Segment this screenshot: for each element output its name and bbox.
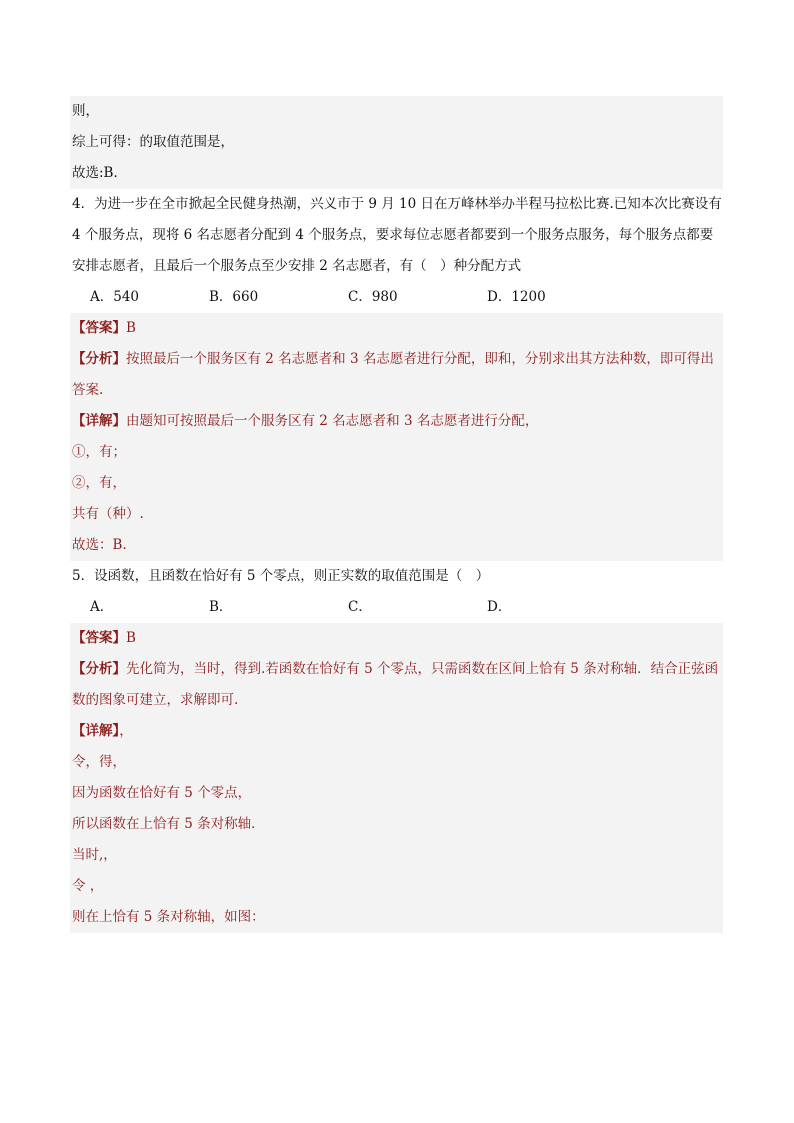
q4-question: 4．为进一步在全市掀起全民健身热潮，兴义市于 9 月 10 日在万峰林举办半程马拉松比赛.已知本次比赛设有 4 个服务点，现将 6 名志愿者分配到 4 个服务点，要求每位志愿者都要到一个服务点服务，每个服务点都要安排志愿者，且最后一个服务点至少安排 2 名志愿者，有（ ）种分配方式 bbox=[72, 196, 722, 274]
q4-analysis bbox=[70, 344, 723, 406]
analysis-label: 【分析】 bbox=[72, 661, 126, 677]
q5-options bbox=[70, 592, 723, 623]
document-body bbox=[70, 96, 723, 933]
q5-option-b: B． bbox=[209, 599, 233, 615]
answer-label: 【答案】 bbox=[72, 320, 126, 336]
q5-answer bbox=[70, 623, 723, 654]
analysis-text: 先化简为，当时，得到.若函数在恰好有 5 个零点，只需函数在区间上恰有 5 条对称轴．结合正弦函数的图象可建立，求解即可. bbox=[72, 661, 719, 708]
q5-question: 5．设函数，且函数在恰好有 5 个零点，则正实数的取值范围是（ ） bbox=[72, 568, 490, 584]
q4-detail bbox=[70, 406, 723, 437]
q4-option-c: C．980 bbox=[348, 289, 398, 305]
q3-choice-line: 故选:B． bbox=[70, 158, 723, 189]
q3-text-line: 综上可得：的取值范围是， bbox=[70, 127, 723, 158]
q5-detail-line: 则在上恰有 5 条对称轴，如图： bbox=[70, 902, 723, 933]
q5-option-d: D． bbox=[487, 599, 512, 615]
q5-detail-line: 当时,， bbox=[70, 840, 723, 871]
q5-detail bbox=[70, 716, 723, 747]
q5-detail-line: 因为函数在恰好有 5 个零点， bbox=[70, 778, 723, 809]
q5-option-a: A． bbox=[90, 599, 114, 615]
analysis-text: 按照最后一个服务区有 2 名志愿者和 3 名志愿者进行分配，即和，分别求出其方法种数，即可得出答案. bbox=[72, 351, 714, 398]
answer-label: 【答案】 bbox=[72, 630, 126, 646]
detail-text: 由题知可按照最后一个服务区有 2 名志愿者和 3 名志愿者进行分配， bbox=[126, 413, 539, 429]
q5-detail-line: 令 ， bbox=[70, 871, 723, 902]
q4-total: 共有（种）. bbox=[70, 499, 723, 530]
q4-choice: 故选：B. bbox=[70, 530, 723, 561]
q5-detail-line: 令，得， bbox=[70, 747, 723, 778]
q4-option-b: B．660 bbox=[209, 289, 259, 305]
detail-text: ， bbox=[119, 723, 133, 739]
q5-option-c: C． bbox=[348, 599, 372, 615]
q4-option-d: D．1200 bbox=[487, 289, 546, 305]
analysis-label: 【分析】 bbox=[72, 351, 126, 367]
q4-step-1: ①，有； bbox=[70, 437, 723, 468]
q4-answer bbox=[70, 313, 723, 344]
detail-label: 【详解】 bbox=[72, 723, 120, 739]
detail-label: 【详解】 bbox=[72, 413, 126, 429]
q5-detail-line: 所以函数在上恰有 5 条对称轴． bbox=[70, 809, 723, 840]
answer-value: B bbox=[126, 630, 136, 646]
q5-analysis bbox=[70, 654, 723, 716]
q3-text-line: 则， bbox=[70, 96, 723, 127]
q4-options bbox=[70, 282, 723, 313]
q4-option-a: A．540 bbox=[90, 289, 140, 305]
q4-step-2: ②，有， bbox=[70, 468, 723, 499]
answer-value: B bbox=[126, 320, 136, 336]
